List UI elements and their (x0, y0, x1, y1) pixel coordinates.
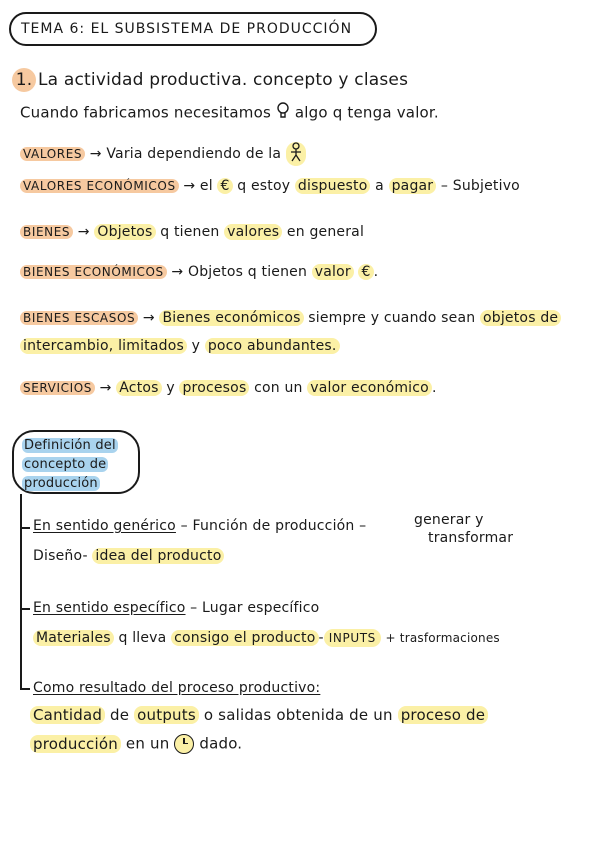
branch-generico-sub: Diseño- idea del producto (33, 548, 224, 564)
branch-especifico: En sentido específico – Lugar específico (33, 600, 320, 616)
def-valores-economicos: VALORES ECONÓMICOS → el € q estoy dispuesto a pagar – Subjetivo (20, 178, 520, 194)
tree-branch-3 (20, 688, 30, 690)
section-number: 1. (12, 68, 36, 92)
tree-connector (20, 494, 22, 688)
intro-line: Cuando fabricamos necesitamos algo q tenga valor. (20, 102, 439, 124)
def-valores: VALORES → Varia dependiendo de la (20, 142, 306, 166)
branch-resultado-line2: producción en un dado. (30, 734, 242, 754)
section-heading: 1. La actividad productiva. concepto y clases (12, 68, 408, 92)
branch-resultado: Como resultado del proceso productivo: (33, 680, 321, 696)
def-bienes: BIENES → Objetos q tienen valores en general (20, 224, 364, 240)
bulb-icon (276, 102, 290, 124)
tree-branch-1 (20, 527, 30, 529)
branch-generico-right2: transformar (428, 530, 514, 546)
def-bienes-escasos-cont: intercambio, limitados y poco abundantes. (20, 338, 340, 354)
tree-branch-2 (20, 608, 30, 610)
page-title: TEMA 6: EL SUBSISTEMA DE PRODUCCIÓN (9, 12, 377, 46)
clock-icon (174, 734, 194, 754)
definition-cloud: Definición del concepto de producción (12, 430, 140, 494)
def-servicios: SERVICIOS → Actos y procesos con un valor económico . (20, 380, 437, 396)
def-bienes-escasos: BIENES ESCASOS → Bienes económicos siempre y cuando sean objetos de (20, 310, 561, 326)
person-icon (286, 142, 306, 166)
branch-resultado-line1: Cantidad de outputs o salidas obtenida de un proceso de (30, 706, 488, 724)
branch-generico-right1: generar y (414, 512, 484, 528)
def-bienes-economicos: BIENES ECONÓMICOS → Objetos q tienen valor € . (20, 264, 378, 280)
branch-especifico-sub: Materiales q lleva consigo el producto - INPUTS + trasformaciones (33, 630, 500, 646)
branch-generico: En sentido genérico – Función de producción – (33, 518, 367, 534)
